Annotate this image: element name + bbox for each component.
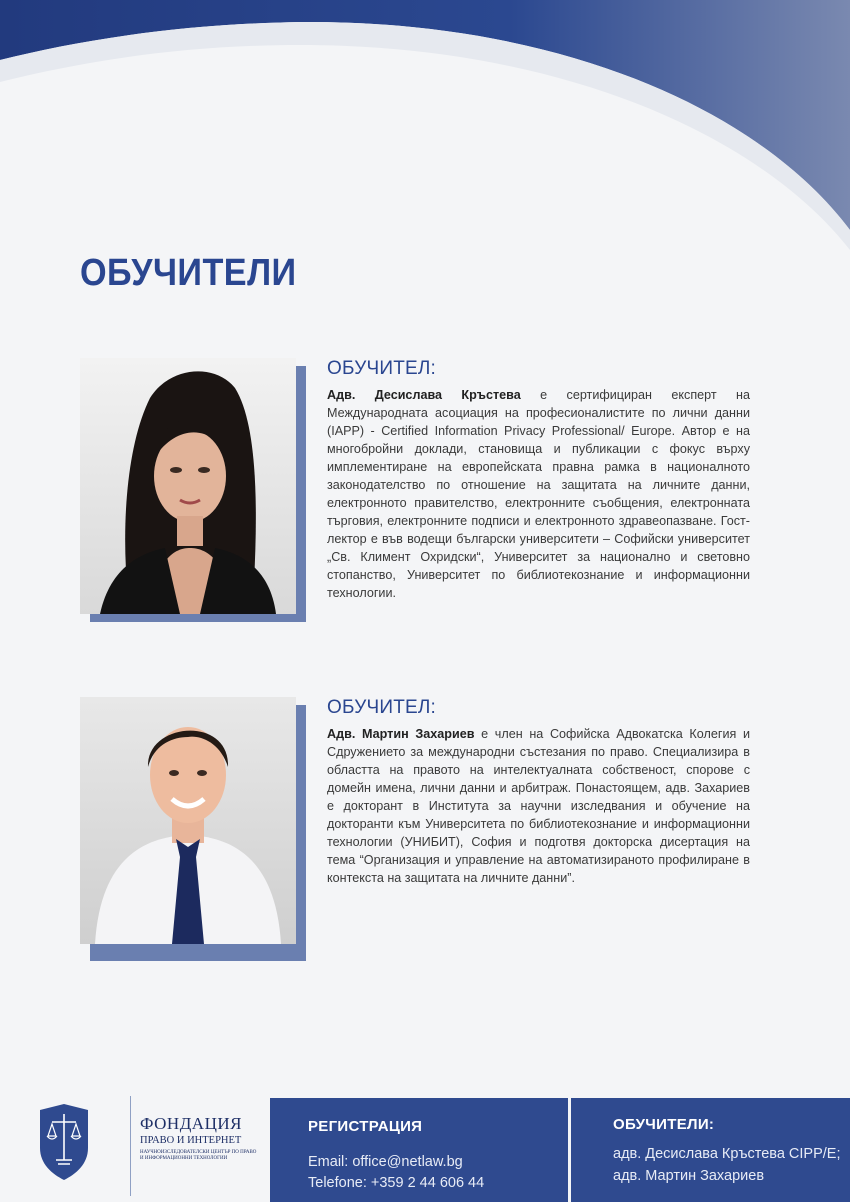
- foundation-tagline: НАУЧНОИЗСЛЕДОВАТЕЛСКИ ЦЕНТЪР ПО ПРАВО И ИНФОРМАЦИОННИ ТЕХНОЛОГИИ: [140, 1150, 257, 1161]
- trainers-panel-line: адв. Десислава Кръстева CIPP/E;: [613, 1146, 841, 1162]
- trainers-panel-heading: ОБУЧИТЕЛИ:: [613, 1116, 715, 1133]
- trainer-heading: ОБУЧИТЕЛ:: [327, 697, 437, 718]
- registration-panel: [270, 1098, 568, 1202]
- trainer-photo-male: [80, 697, 296, 953]
- trainer-name: Адв. Мартин Захариев: [327, 727, 475, 741]
- page-title: ОБУЧИТЕЛИ: [80, 252, 297, 294]
- trainer-bio: [327, 725, 750, 887]
- foundation-logo-text: [140, 1114, 260, 1162]
- trainer-bio: [327, 386, 750, 602]
- logo-divider: [130, 1096, 131, 1196]
- foundation-subtitle: ПРАВО И ИНТЕРНЕТ: [140, 1135, 242, 1146]
- registration-phone[interactable]: Telefone: +359 2 44 606 44: [308, 1175, 485, 1191]
- trainers-panel-line: адв. Мартин Захариев: [613, 1168, 765, 1184]
- trainer-bio-text: е член на Софийска Адвокатска Колегия и Сдружението за международни състезания по право. Специализира в областта на правото на интелектуалната собственост, спорове с домейн имена, лични данни и арбитраж. Понастоящем, адв. Захариев е докторант в Института за научни изследвания и обучение на докторанти към Университета по библиотекознание и информационни технологии (УНИБИТ), София и подготвя докторска дисертация на тема “Организация и управление на автоматизираното профилиране в контекста на защитата на личните данни”.: [327, 727, 751, 885]
- trainer-photo-female: [80, 358, 296, 614]
- trainers-panel: [571, 1098, 850, 1202]
- footer: [0, 1090, 850, 1202]
- trainer-bio-text: е сертифициран експерт на Международната асоциация на професионалистите по лични данни (IAPP) - Certified Information Privacy Professional/ Europe. Автор е на многобройни доклади, становища и публикации с фокус върху имплементиране на европейската правна рамка в националното законодателство по отношение на защитата на личните данни, електронното правителство, електронните съобщения, електронната търговия, електронните подписи и електронното здравеопазване. Гост-лектор е във водещи български университети – Софийски университет „Св. Климент Охридски“, Университет за национално и световно стопанство, Университет по библиотекознание и информационни технологии.: [327, 388, 750, 600]
- trainer-photo-frame: [80, 697, 308, 961]
- registration-heading: РЕГИСТРАЦИЯ: [308, 1118, 423, 1135]
- trainer-heading: ОБУЧИТЕЛ:: [327, 358, 437, 379]
- header-wave-decoration: [0, 0, 850, 420]
- trainer-photo-frame: [80, 358, 308, 622]
- foundation-name: ФОНДАЦИЯ: [140, 1114, 242, 1133]
- registration-email[interactable]: Email: office@netlaw.bg: [308, 1154, 463, 1170]
- trainer-name: Адв. Десислава Кръстева: [327, 388, 521, 402]
- scales-of-justice-shield-logo: [38, 1102, 90, 1182]
